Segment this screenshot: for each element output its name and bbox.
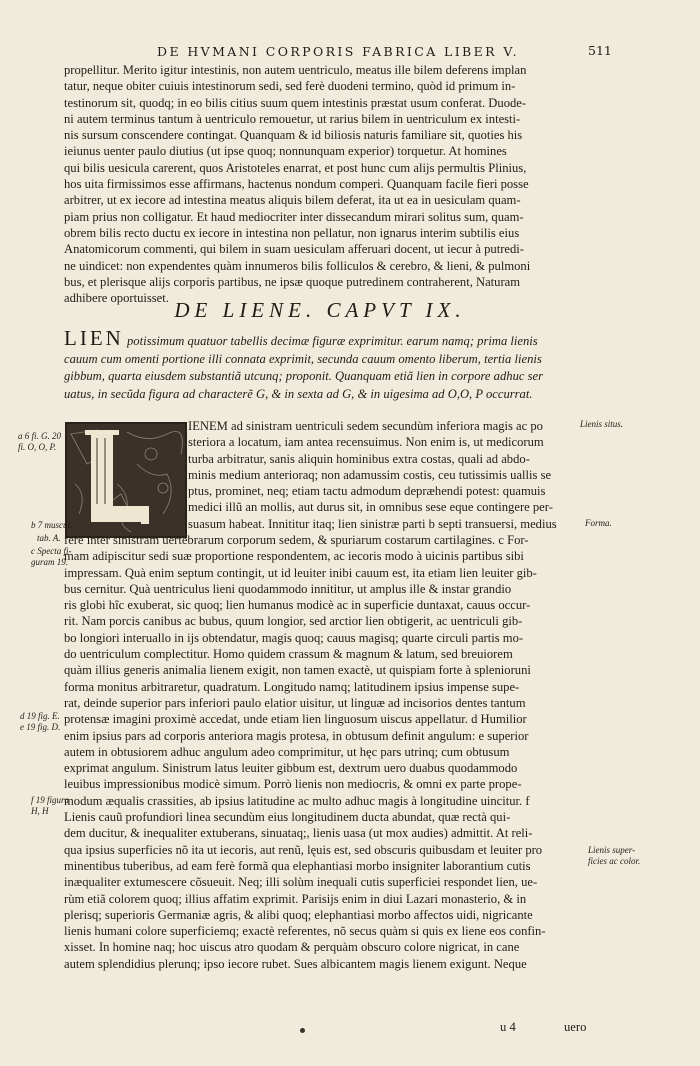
margin-note: b 7 muscul. (31, 520, 73, 530)
text-line: rit. Nam porcis canibus ac bubus, quum longior, sed arctior lien obtigerit, ac uentriculi gib- (64, 614, 523, 629)
text-line: exprimat angulum. Sinistrum latus leuiter gibbum est, dextrum uero duabus quodammodo (64, 761, 518, 776)
text-line: arbitrer, ut ex iecore ad intestina meatus aliquis bilem deferat, ita ut ea in uesiculam quam- (64, 193, 521, 208)
running-head: DE HVMANI CORPORIS FABRICA LIBER V. (157, 44, 519, 59)
summary-line: cauum cum omenti portione illi connata exprimit, secunda cauum omento liberum, tertia lienis (64, 351, 542, 366)
text-line: tatur, neque obiter cuiuis intestinorum sedi, sed ferè duodeni termino, quòd id primum in- (64, 79, 516, 94)
text-line: xisset. In homine naq; hoc uiscus atro quodam & perquàm obscuro colore nigricat, in cane (64, 940, 520, 955)
text-line: plerisq; superioris Germaniæ agris, & alibi quoq; elephantiasi morbo affectos uidi, nigricante (64, 907, 533, 922)
margin-note: Lienis super- (588, 845, 636, 855)
margin-note: c Specta fi- (31, 546, 72, 556)
text-line: piam prius non colligatur. Et haud mediocriter inter dissecandum mirari solitus sum, quam- (64, 209, 524, 224)
body-paragraph-beside-initial (188, 418, 576, 532)
text-line: lienis humani colore superficiemq; exactè referentes, nõ secus quàm si quis ex liene eos confin- (64, 924, 546, 939)
chapter-title: DE LIENE. CAPVT IX. (174, 298, 466, 322)
summary-line: gibbum, quarta eiusdem substantiã utcunq; proponit. Quanquam etiã lien in corpore adhuc ser (64, 369, 543, 383)
text-line: qui bilis uesicula carerent, quos Aristoteles enarrat, et post hunc cum alijs permultis Plinius, (64, 160, 527, 175)
text-line: impressam. Quà enim septum contingit, ut id leuiter inibi cauum est, ita etiam lien leuiter gib- (64, 565, 537, 580)
summary-lead-word: LIEN (64, 330, 124, 350)
text-line: ni autem terminus tantum à uentriculo remouetur, ut rarius bilem in uentriculum ex intesti- (64, 111, 521, 126)
summary-line-text: potissimum quatuor tabellis decimæ figuræ exprimitur. earum namq; prima lienis (126, 334, 538, 348)
text-line: bus, et plerisque alijs corporis partibus, ne ipsæ quoque putredinem contraherent, Naturam (64, 274, 521, 289)
text-line: protensæ imagini proximè accedat, unde etiam lien linguosum uiscus appellatur. d Humilior (64, 712, 527, 727)
text-line: Lienis cauũ profundiori linea secundùm eius longitudinem ducta abundat, quæ rectà qui- (64, 810, 511, 825)
ornament-dot (300, 1028, 305, 1033)
margin-note: fi. O, O, P. (18, 442, 57, 452)
signature-mark: u 4 (500, 1020, 516, 1034)
text-line: forma monitus arbitraretur, quadratum. Longitudo namq; latitudinem ipsius impense supe- (64, 679, 520, 694)
text-line: enim ipsius pars ad corporis anteriora magis protesa, in obtusum definit angulum: e superior (64, 728, 529, 743)
summary-line: uatus, in secũda figura ad characterẽ G, & in sexta ad G, & in uigesima ad O,O, P occurrat. (64, 386, 533, 401)
margin-note: d 19 fig. E. (20, 711, 60, 721)
text-line: ris globi hîc exuberat, sic quoq; lien humanus modicè ac in superficie duntaxat, cauus occur- (64, 598, 531, 613)
text-line: rat, deinde superior pars inferiori paulo elatior uisitur, ut linguæ ad incisorios dentes tantum (64, 695, 526, 710)
text-line: ieiunus uenter paulo diutius (ut ipse quoq; nonnunquam experior) torquetur. At homines (64, 144, 507, 159)
text-line: suasum habeat. Innititur itaq; lien sinistræ parti b septi transuersi, medius (188, 516, 557, 531)
text-line: ptus, prominet, neq; etiam tactu admodum depræhendi potest: quamuis (188, 484, 546, 499)
margin-note: Lienis situs. (580, 419, 624, 429)
text-line: autem splendidius plerunq; ipso iecore rubet. Sues albicantem magis lienem exigunt. Neque (64, 956, 527, 971)
text-line: IENEM ad sinistram uentriculi sedem secundùm inferiora magis ac po (188, 419, 543, 433)
text-line: adhibere oportuisset. (64, 291, 169, 306)
margin-note: a 6 fi. G. 20 (18, 431, 62, 441)
catchword: uero (564, 1020, 587, 1034)
summary-line-1 (64, 330, 576, 351)
body-paragraph (64, 532, 576, 972)
margin-note: f 19 figura (31, 795, 70, 805)
text-line: medici illũ an mollis, aut durus sit, in omnibus sese eque contingere per- (188, 500, 553, 515)
text-line: mam adipiscitur sedi suæ proportione respondentem, ac iecoris modo à uicinis partibus sibi (64, 549, 524, 564)
text-line: obrem bilis recto ductu ex iecore in intestina non pellatur, non ignarus interim subtilis eius (64, 225, 520, 240)
text-line: nis sursum conscendere contingat. Quanquam & id biliosis naturis familiare sit, quoties his (64, 128, 523, 143)
text-line: qua ipsius superficies nõ ita ut iecoris, aut renũ, lęuis est, sed obscuris quibusdam et leuiter pro (64, 842, 543, 857)
text-line: minentibus tuberibus, ad eam ferè formã qua elephantiasi morbo insigniter laborantium cutis (64, 858, 531, 873)
text-line: bo longiori interuallo in ijs obtendatur, magis quoq; cauus magisq; quarte circuli partis mo- (64, 630, 524, 645)
text-line: leuibus impressionibus modicè simum. Porrò lienis non mediocris, & omni ex parte prope- (64, 777, 522, 792)
text-line: Anatomicorum commenti, qui bilem in suam uesiculam afferuari docent, ut iecur à putredi- (64, 242, 524, 257)
intro-paragraph (64, 62, 576, 306)
text-line: do uentriculum complectitur. Homo quidem crassum & magnum & latum, sed breuiorem (64, 647, 513, 662)
text-line: fere inter sinistram uertebrarum corporum sedem, & spuriarum costarum cartilagines. c For- (64, 533, 529, 547)
margin-note: e 19 fig. D. (20, 722, 61, 732)
text-line: inæqualiter extumescere cõsueuit. Neq; illi solùm inequali cutis superficiei respondet lien, ue- (64, 875, 538, 890)
text-line: quàm illius generis animalia lienem exigit, non tamen exactè, ut quispiam forte à splenioruni (64, 663, 531, 678)
margin-note: tab. A. (37, 533, 61, 543)
text-line: bus cernitur. Quà uentriculus lieni quodammodo innititur, ut amplus ille & instar grandio (64, 581, 512, 596)
text-line: propellitur. Merito igitur intestinis, non autem uentriculo, meatus ille bilem deferens implan (64, 63, 527, 77)
margin-note: guram 19. (31, 557, 69, 567)
margin-note: H, H (31, 806, 49, 816)
margin-note: ficies ac color. (588, 856, 641, 866)
text-line: ne uindicet: non expendentes quàm innumeros bilis folliculos & cerebro, & lieni, & pulmoni (64, 258, 531, 273)
woodcut-illustration (67, 424, 185, 536)
text-line: modum æqualis crassities, ab ipsius latitudine ac multo adhuc magis à longitudine uincitur. f (64, 793, 530, 808)
text-line: testinorum sit, quodq; in eo bilis citius suum quem intestinis præstat usum conferat. Duode- (64, 95, 527, 110)
text-line: rùm etiã colorem quoq; illius affatim exprimit. Parisijs enim in diui Lazari monasterio, & in (64, 891, 527, 906)
text-line: turba arbitratur, sanis aliquin hominibus extra costas, quali ad abdo- (188, 451, 530, 466)
text-line: steriora a locatum, iam antea recensuimus. Non enim is, ut medicorum (188, 435, 544, 450)
text-line: minis medium anterioraq; non adamussim costis, ceu tutissimis uallis se (188, 467, 552, 482)
chapter-summary (64, 330, 576, 403)
text-line: hos uita firmissimos esse affirmans, hactenus nondum comperi. Quanquam facile fieri posse (64, 177, 529, 192)
text-line: autem in obtusiorem adhuc angulum adeo comprimitur, ut hęc pars utrinq; cum obtusum (64, 744, 510, 759)
decorated-initial-L-woodcut (65, 422, 187, 538)
page-number: 511 (588, 43, 612, 58)
margin-note: Forma. (585, 518, 612, 528)
text-line: dem ducitur, & inequaliter extuberans, sinuataq;, lienis uasa (ut mox audies) admittit. At reli- (64, 826, 533, 841)
